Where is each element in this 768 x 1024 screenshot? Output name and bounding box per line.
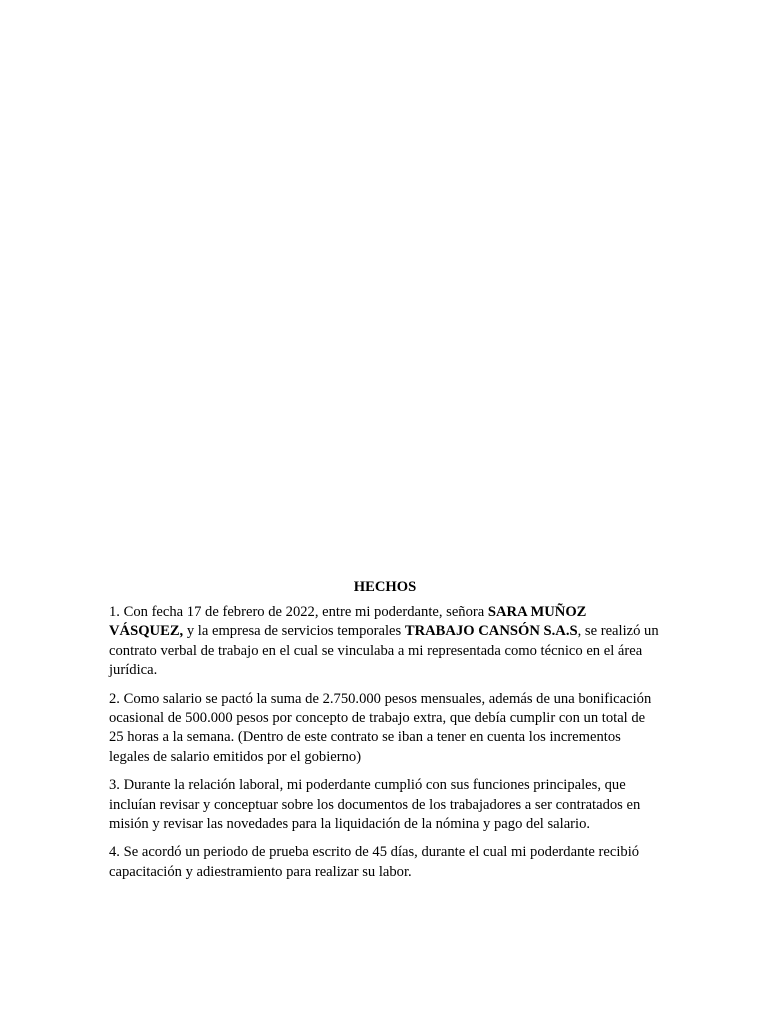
paragraph-2: 2. Como salario se pactó la suma de 2.750.000 pesos mensuales, además de una bonificación ocasional de 500.000 pesos por concepto de trabajo extra, que debía cumplir con un total de 25 horas a la semana. (Dentro de este contrato se iban a tener en cuenta los incrementos legales de salario emitidos por el gobierno) bbox=[109, 690, 652, 765]
paragraph-1-text-a: 1. Con fecha 17 de febrero de 2022, entre mi poderdante, señora bbox=[109, 604, 488, 620]
client-name: SARA MUÑOZ VÁSQUEZ, bbox=[109, 604, 587, 640]
paragraph-1-text-c: , se realizó un contrato verbal de trabajo en el cual se vinculaba a mi representada como técnico en el área jurídica. bbox=[109, 623, 659, 679]
document-body bbox=[109, 578, 661, 891]
company-name: TRABAJO CANSÓN S.A.S bbox=[404, 623, 578, 640]
section-heading: HECHOS bbox=[353, 579, 417, 595]
paragraph-1 bbox=[109, 603, 661, 681]
paragraph-3: 3. Durante la relación laboral, mi poderdante cumplió con sus funciones principales, que incluían revisar y conceptuar sobre los documentos de los trabajadores a ser contratados en misión y revisar las novedades para la liquidación de la nómina y pago del salario. bbox=[109, 777, 641, 833]
paragraph-1-text-b: y la empresa de servicios temporales bbox=[183, 623, 405, 640]
paragraph-4: 4. Se acordó un periodo de prueba escrito de 45 días, durante el cual mi poderdante recibió capacitación y adiestramiento para realizar su labor. bbox=[109, 844, 640, 880]
